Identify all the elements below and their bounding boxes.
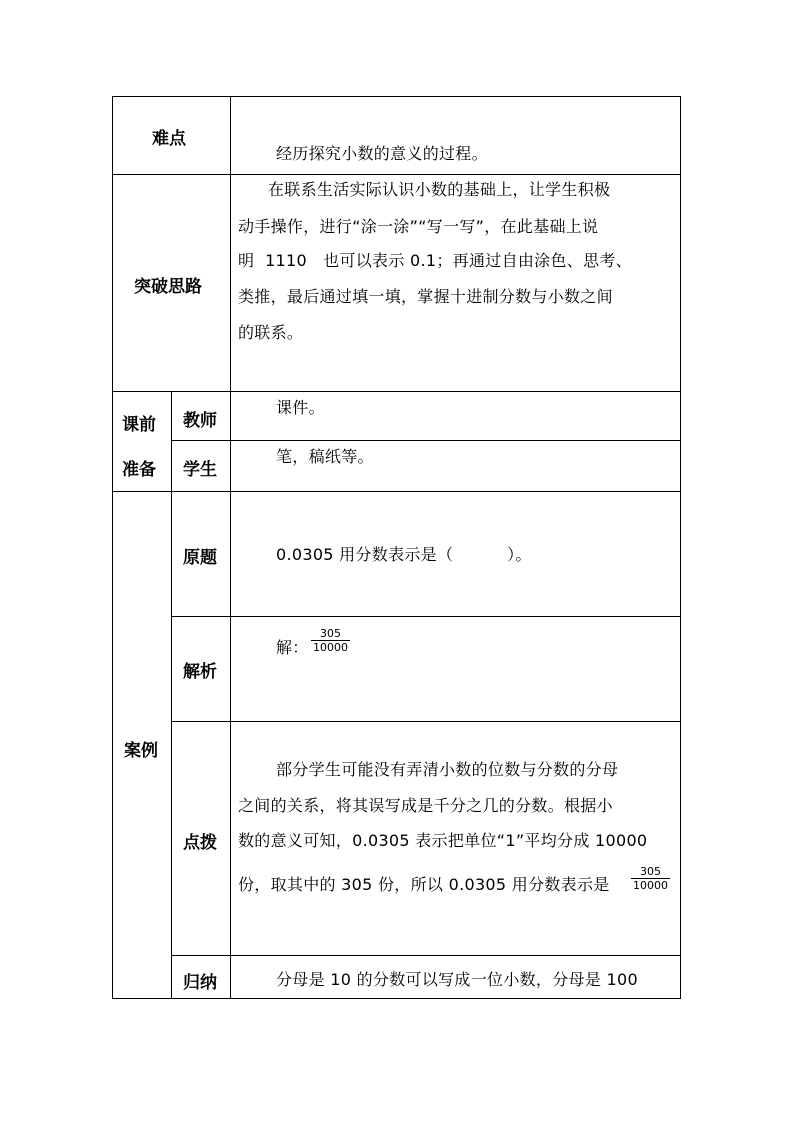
approach-line: 明 1110 也可以表示 0.1；再通过自由涂色、思考、 xyxy=(238,251,632,270)
analysis-label: 解析 xyxy=(183,662,217,682)
difficulty-label: 难点 xyxy=(152,129,186,149)
tips-label: 点拨 xyxy=(183,833,217,853)
teacher-label: 教师 xyxy=(183,411,217,431)
approach-line: 类推，最后通过填一填，掌握十进制分数与小数之间 xyxy=(238,287,613,306)
row-divider xyxy=(171,440,681,441)
column-divider xyxy=(230,96,231,999)
student-label: 学生 xyxy=(183,460,217,480)
teacher-text: 课件。 xyxy=(276,398,325,417)
summary-label: 归纳 xyxy=(183,973,217,993)
student-text: 笔，稿纸等。 xyxy=(276,447,374,466)
analysis-fraction xyxy=(311,627,350,654)
approach-label: 突破思路 xyxy=(134,277,202,297)
table-border-left xyxy=(112,96,113,999)
tips-line: 部分学生可能没有弄清小数的位数与分数的分母 xyxy=(276,760,619,779)
tips-line: 份，取其中的 305 份，所以 0.0305 用分数表示是 xyxy=(238,875,610,894)
row-divider xyxy=(171,955,681,956)
prep-label-bottom: 准备 xyxy=(122,460,156,480)
table-border-top xyxy=(112,96,681,97)
fraction-numerator: 305 xyxy=(640,865,661,878)
difficulty-text: 经历探究小数的意义的过程。 xyxy=(276,144,488,163)
summary-text: 分母是 10 的分数可以写成一位小数，分母是 100 xyxy=(276,970,638,989)
row-divider xyxy=(171,616,681,617)
table-border-right xyxy=(680,96,681,999)
row-divider xyxy=(112,391,681,392)
tips-line: 数的意义可知，0.0305 表示把单位“1”平均分成 10000 xyxy=(238,831,648,850)
fraction-numerator: 305 xyxy=(320,627,341,640)
table-border-bottom xyxy=(112,998,681,999)
tips-fraction xyxy=(631,865,670,892)
analysis-prefix: 解： xyxy=(276,638,309,657)
row-divider xyxy=(171,721,681,722)
case-label: 案例 xyxy=(124,741,158,761)
approach-line: 动手操作，进行“涂一涂”“写一写”，在此基础上说 xyxy=(238,217,599,236)
row-divider xyxy=(112,491,681,492)
original-text: 0.0305 用分数表示是（ ）。 xyxy=(276,545,532,564)
column-divider xyxy=(171,391,172,999)
approach-line: 的联系。 xyxy=(238,323,304,342)
tips-line: 之间的关系，将其误写成是千分之几的分数。根据小 xyxy=(238,796,613,815)
original-label: 原题 xyxy=(183,548,217,568)
prep-label-top: 课前 xyxy=(122,415,156,435)
approach-line: 在联系生活实际认识小数的基础上，让学生积极 xyxy=(268,180,611,199)
fraction-denominator: 10000 xyxy=(313,641,348,654)
fraction-denominator: 10000 xyxy=(633,879,668,892)
